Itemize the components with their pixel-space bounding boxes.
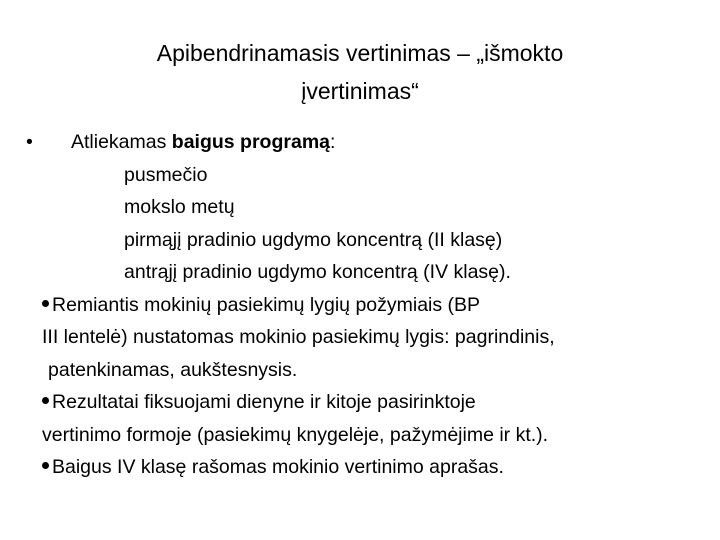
bullet-4-line-1-wrap [42,451,504,484]
bullet-3-continuation [0,419,720,452]
sub-item-row [0,191,720,224]
bullet-3-line-1: Rezultatai fiksuojami dienyne ir kitoje pasirinktoje [52,391,476,413]
bullet-3-line-1-wrap [42,386,476,419]
bullet-2-continuation [0,321,720,354]
bullet-2-continuation [0,354,720,387]
bullet-4-dot-icon [42,462,49,469]
bullet-2-line-2: III lentelė) nustatomas mokinio pasiekimų lygis: pagrindinis, [42,326,555,348]
bullet-1-text-bold: baigus programą [171,131,330,153]
bullet-2-row [0,289,720,322]
bullet-2-line-1: Remiantis mokinių pasiekimų lygių požymiais (BP [52,293,481,316]
sub-item-row [0,159,720,192]
bullet-1-text [71,126,335,159]
bullet-1-marker: • [26,131,33,153]
slide-body [0,126,720,484]
bullet-1-text-before: Atliekamas [71,131,172,153]
bullet-3-line-2: vertinimo formoje (pasiekimų knygelėje, pažymėjime ir kt.). [42,423,549,446]
bullet-4-row [0,451,720,484]
bullet-2-line-3: patenkinamas, aukštesnysis. [48,358,298,381]
bullet-3-dot-icon [42,397,49,404]
sub-item-3: pirmąjį pradinio ugdymo koncentrą (II klasę) [124,228,503,251]
title-line-2: įvertinimas“ [301,78,419,104]
sub-item-4: antrąjį pradinio ugdymo koncentrą (IV klasę). [124,261,511,283]
bullet-1-text-after: : [330,131,336,153]
sub-item-row [0,224,720,257]
sub-item-row [0,256,720,289]
bullet-3-row [0,386,720,419]
bullet-2-line-1-wrap [42,289,480,322]
sub-item-1: pusmečio [124,163,208,186]
slide-title [0,34,720,110]
bullet-2-dot-icon [42,300,49,307]
sub-item-2: mokslo metų [124,196,235,218]
bullet-1-row [0,126,720,159]
bullet-4-line-1: Baigus IV klasę rašomas mokinio vertinimo aprašas. [52,456,504,478]
title-line-1: Apibendrinamasis vertinimas – „išmokto [156,40,564,66]
